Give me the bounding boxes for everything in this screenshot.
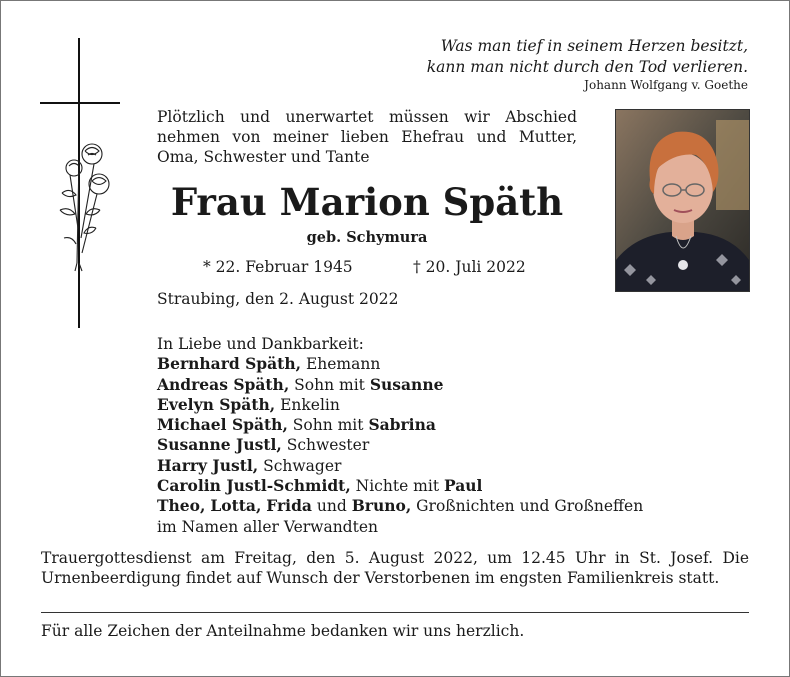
mourner-row [157,375,643,395]
mourner-partner: Susanne [369,374,444,394]
mourner-row [157,476,643,496]
mourner-name: Evelyn Späth, [157,394,276,414]
mourner-name: Andreas Späth, [157,374,290,394]
mourner-partner: Sabrina [368,415,436,435]
grandchild-name: Lotta, [210,496,262,516]
mourner-relation: Schwager [258,456,342,475]
intro-text: Plötzlich und unerwartet müssen wir Abschied nehmen von meiner lieben Ehefrau und Mutter, Oma, Schwester und Tante [157,108,577,166]
quote-line-2: kann man nicht durch den Tod verlieren. [426,58,748,76]
mourner-name: Michael Späth, [157,415,288,435]
mourner-relation: Großnichten und Großneffen [411,497,644,516]
mourners-heading: In Liebe und Dankbarkeit: [157,335,364,353]
mourner-row [157,395,643,415]
mourner-relation: Sohn mit [287,416,369,435]
deceased-name: Frau Marion Späth [170,180,564,224]
quote [427,36,748,78]
mourner-name: Bernhard Späth, [157,354,302,374]
mourner-row [157,456,643,476]
mourner-relation: Sohn mit [289,375,370,394]
mourner-relation: Schwester [281,436,370,455]
service-info: Trauergottesdienst am Freitag, den 5. August 2022, um 12.45 Uhr in St. Josef. Die Urnenbeerdigung findet auf Wunsch der Verstorbenen im engsten Familienkreis statt. [41,549,749,587]
mourner-row [157,354,643,374]
death-date: † 20. Juli 2022 [413,258,526,276]
mourners-closing: im Namen aller Verwandten [157,517,378,536]
portrait-photo [615,109,750,292]
grandchild-name: Frida [266,496,312,516]
grandchild-name: Theo, [157,496,206,516]
mourner-relation: Nichte mit [350,477,444,496]
quote-line-1: Was man tief in seinem Herzen besitzt, [440,37,748,55]
mourner-name: Carolin Justl-Schmidt, [157,476,351,496]
mourner-partner: Paul [443,476,483,496]
mourner-row [157,435,643,455]
divider [41,612,749,613]
cross-with-roses-icon [40,38,120,330]
maiden-name: geb. Schymura [306,229,428,246]
thanks-text: Für alle Zeichen der Anteilnahme bedanken wir uns herzlich. [41,622,525,640]
place-date: Straubing, den 2. August 2022 [157,290,399,308]
mourner-relation: Ehemann [301,355,381,374]
quote-author: Johann Wolfgang v. Goethe [584,78,748,92]
grandchild-name: Bruno, [351,496,412,516]
mourner-row [157,415,643,435]
birth-date: * 22. Februar 1945 [203,258,353,276]
mourner-name: Harry Justl, [157,455,259,475]
mourner-row-grandkids [157,496,643,516]
conjunction: und [311,497,352,516]
mourners-list [157,334,643,537]
mourner-relation: Enkelin [275,395,340,414]
mourner-name: Susanne Justl, [157,435,282,455]
